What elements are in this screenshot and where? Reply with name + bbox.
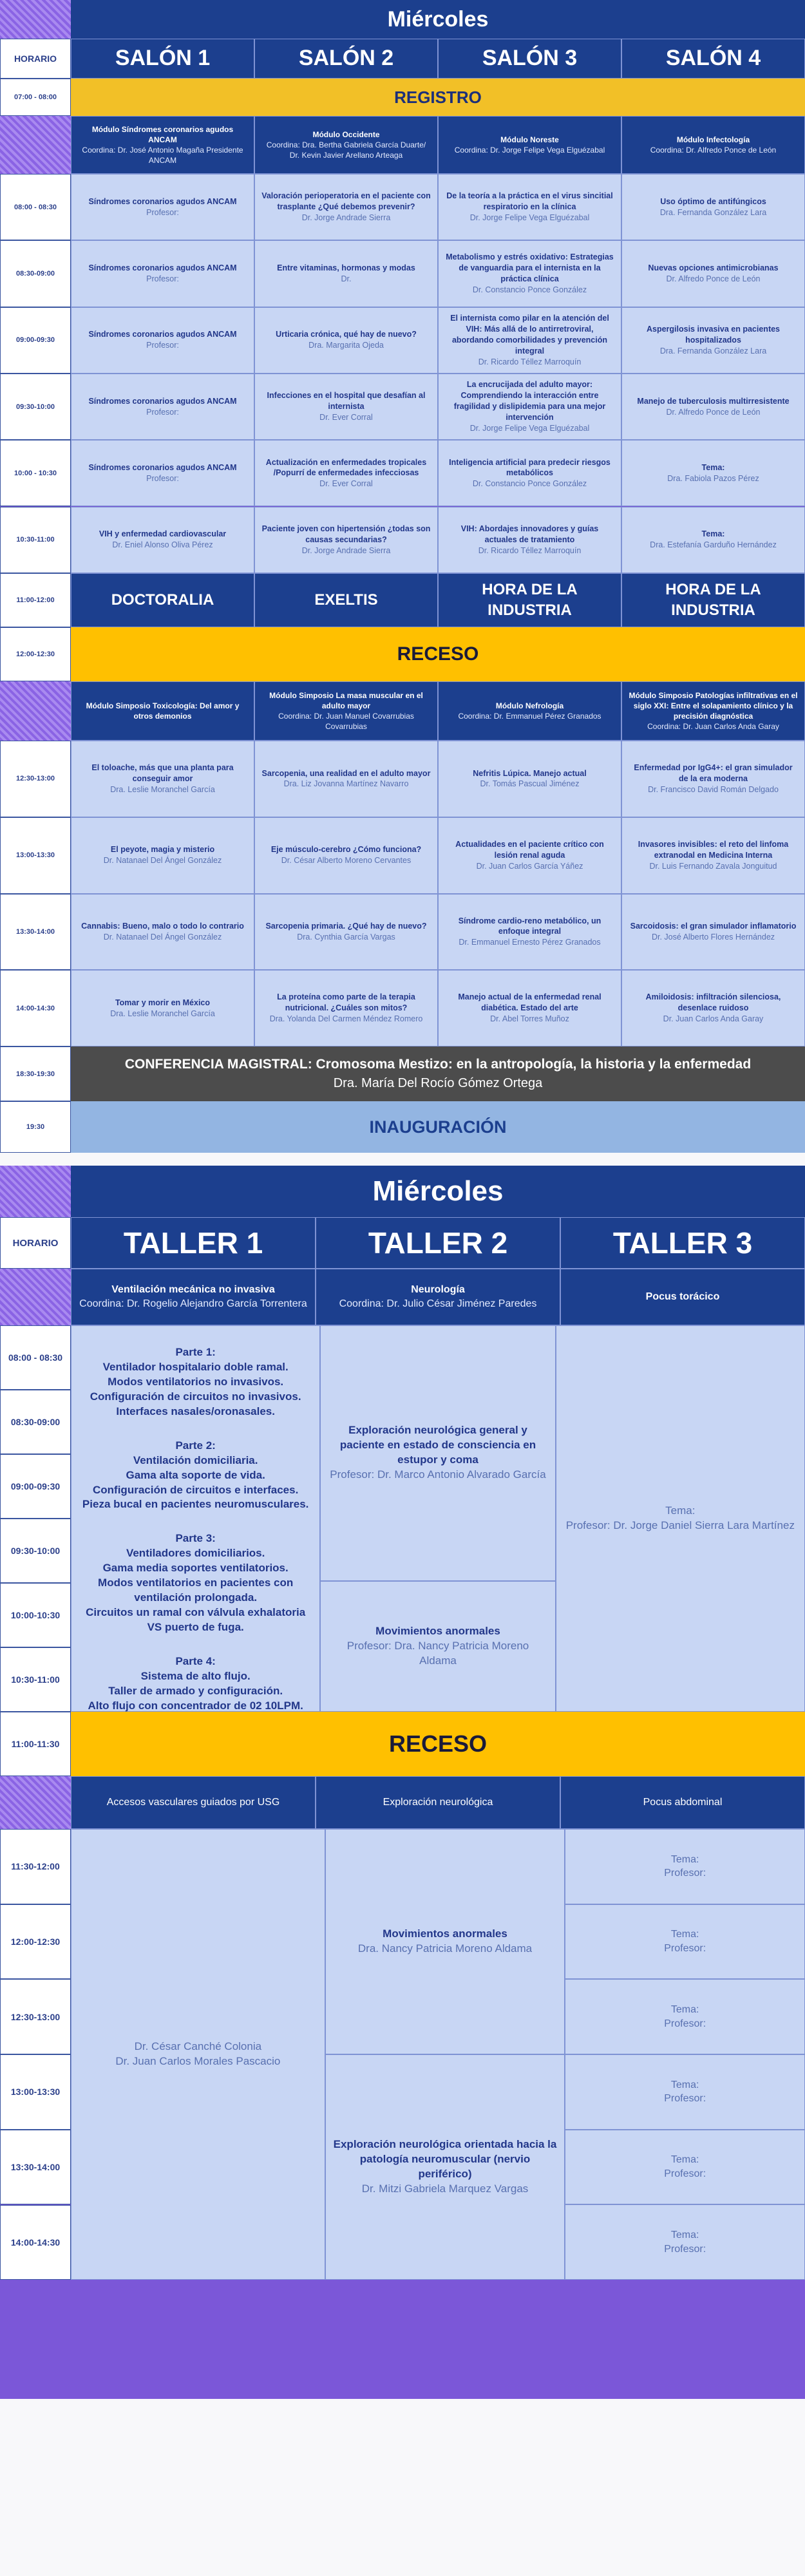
part-line: Pieza bucal en pacientes neuromusculares.	[82, 1498, 309, 1511]
session-row	[0, 174, 805, 240]
session-speaker: Dr. Mitzi Gabriela Marquez Vargas	[361, 2182, 529, 2195]
conferencia-speaker: Dra. María Del Rocío Gómez Ortega	[333, 1076, 543, 1090]
module-header-cell	[621, 681, 805, 741]
taller-block-1	[0, 1325, 805, 1712]
session-speaker: Profesor:	[146, 473, 179, 483]
conferencia-row	[0, 1046, 805, 1101]
session-title: VIH: Abordajes innovadores y guías actuales de tratamiento	[460, 524, 599, 544]
taller-3-slot	[565, 1829, 805, 1904]
session-row	[0, 741, 805, 817]
session-title: La proteína como parte de la terapia nutricional. ¿Cuáles son mitos?	[277, 992, 415, 1013]
session-title: Tema:	[665, 1504, 696, 1517]
session-title: VIH y enfermedad cardiovascular	[99, 529, 227, 539]
session-title: Tema:	[670, 2079, 699, 2090]
session-cell	[621, 894, 805, 971]
session-speaker: Dr. Ricardo Téllez Marroquín	[478, 545, 582, 555]
time-slot: 13:00-13:30	[0, 2054, 71, 2130]
time-slot: 11:30-12:00	[0, 1829, 71, 1904]
taller-3-session	[556, 1325, 805, 1712]
part-line: Configuración de circuitos no invasivos.	[90, 1390, 301, 1403]
session-cell	[621, 970, 805, 1046]
session-speaker: Dr. Ever Corral	[319, 479, 373, 489]
session-speaker: Dr. José Alberto Flores Hernández	[651, 932, 775, 942]
session-speaker: Dra. Yolanda Del Carmen Méndez Romero	[269, 1014, 423, 1024]
session-title: Síndromes coronarios agudos ANCAM	[88, 263, 237, 273]
session-title: Módulo Simposio La masa muscular en el adulto mayor	[269, 690, 423, 710]
session-title: Síndrome cardio-reno metabólico, un enfoque integral	[458, 916, 601, 936]
part-line: Sistema de alto flujo.	[140, 1669, 251, 1682]
registro-row	[0, 79, 805, 116]
receso-band: RECESO	[71, 627, 805, 681]
industry-slot: HORA DE LA INDUSTRIA	[438, 573, 621, 627]
session-speaker: Profesor: Dra. Nancy Patricia Moreno Aldama	[346, 1639, 529, 1667]
inauguracion-band: INAUGURACIÓN	[71, 1101, 805, 1153]
part-heading: Parte 3:	[175, 1532, 216, 1545]
session-cell	[438, 741, 621, 817]
industry-row	[0, 573, 805, 627]
session-speaker: Dr. Natanael Del Ángel González	[103, 856, 222, 866]
time-slot: 12:30-13:00	[0, 1979, 71, 2054]
session-cell	[438, 817, 621, 894]
industry-slot: EXELTIS	[254, 573, 438, 627]
module-row-2	[0, 681, 805, 741]
session-title: Tema:	[670, 1929, 699, 1940]
session-title: Sarcoidosis: el gran simulador inflamatorio	[630, 922, 797, 931]
taller-3-slot	[565, 1904, 805, 1980]
session-speaker: Dr. Constancio Ponce González	[472, 285, 587, 294]
session-cell	[71, 507, 254, 573]
session-speaker: Dra. Fernanda González Lara	[659, 346, 767, 355]
time-slot: 13:00-13:30	[0, 817, 71, 894]
session-title: Módulo Nefrología	[495, 701, 564, 710]
time-slot: 13:30-14:00	[0, 894, 71, 971]
part-line: Taller de armado y configuración.	[108, 1684, 283, 1697]
session-speaker: Dr. Tomás Pascual Jiménez	[480, 779, 580, 789]
session-cell	[254, 240, 438, 307]
session-speaker: Dr. Luis Fernando Zavala Jonguitud	[649, 861, 777, 871]
module-header-cell	[438, 116, 621, 174]
session-row	[0, 374, 805, 440]
session-speaker: Dr. Natanael Del Ángel González	[103, 932, 222, 942]
session-speaker: Dr. Jorge Andrade Sierra	[301, 545, 391, 555]
session-title: Actualización en enfermedades tropicales /Popurrí de enfermedades infecciosas	[265, 457, 427, 478]
session-speaker: Dr. Ricardo Téllez Marroquín	[478, 357, 582, 366]
session-speaker: Coordina: Dr. Juan Carlos Anda Garay	[647, 722, 779, 732]
day-header-row-2	[0, 1166, 805, 1217]
salon-3-header: SALÓN 3	[438, 39, 621, 79]
session-cell	[254, 307, 438, 374]
session-cell	[71, 741, 254, 817]
part-line: Alto flujo con concentrador de 02 10LPM.	[88, 1699, 303, 1712]
session-cell	[621, 240, 805, 307]
taller-block-2	[0, 1829, 805, 2280]
session-speaker: Profesor:	[664, 2093, 706, 2105]
time-slot: 12:00-12:30	[0, 627, 71, 681]
part-line: Interfaces nasales/oronasales.	[116, 1405, 275, 1417]
time-slot: 10:00 - 10:30	[0, 440, 71, 506]
session-cell	[438, 894, 621, 971]
taller-2-session	[320, 1581, 555, 1712]
taller-3-slot	[565, 2054, 805, 2130]
session-speaker: Dra. Estefanía Garduño Hernández	[650, 540, 777, 550]
taller-2-column	[320, 1325, 555, 1712]
session-cell	[254, 374, 438, 440]
session-row	[0, 240, 805, 307]
session-cell	[71, 174, 254, 240]
session-title: Nuevas opciones antimicrobianas	[648, 263, 779, 273]
corner-pattern	[0, 0, 71, 39]
session-cell	[254, 970, 438, 1046]
session-cell	[438, 174, 621, 240]
session-cell	[621, 507, 805, 573]
module-header-cell	[254, 116, 438, 174]
session-speaker: Dr. Juan Carlos García Yáñez	[476, 861, 583, 871]
taller-module: Pocus abdominal	[560, 1776, 805, 1829]
salon-header-row	[0, 39, 805, 79]
session-speaker: Dra. Leslie Moranchel García	[110, 1009, 215, 1018]
horario-label: HORARIO	[0, 39, 71, 79]
taller-module-row-2	[0, 1776, 805, 1829]
session-speaker: Dr. Juan Carlos Morales Pascacio	[115, 2055, 281, 2067]
session-speaker: Profesor:	[146, 207, 179, 217]
session-speaker: Dra. Liz Jovanna Martínez Navarro	[283, 779, 409, 789]
module-row-pattern	[0, 1776, 71, 1829]
session-cell	[71, 240, 254, 307]
session-title: Paciente joven con hipertensión ¿todas son causas secundarias?	[261, 524, 431, 544]
time-slot: 09:00-09:30	[0, 1454, 71, 1519]
session-title: Valoración perioperatoria en el paciente con trasplante ¿Qué debemos prevenir?	[261, 191, 431, 212]
horario-label-2: HORARIO	[0, 1217, 71, 1269]
session-speaker: Profesor:	[664, 1943, 706, 1954]
time-slot: 08:00 - 08:30	[0, 1325, 71, 1390]
session-title: Metabolismo y estrés oxidativo: Estrategias de vanguardia para el internista en la práctica clínica	[446, 252, 614, 283]
session-title: El internista como pilar en la atención del VIH: Más allá de lo antirretroviral, abordando comorbilidades y prevención integral	[450, 314, 609, 355]
session-title: Ventilación mecánica no invasiva	[111, 1284, 275, 1296]
taller-3-slot	[565, 2130, 805, 2205]
taller-module-row	[0, 1269, 805, 1325]
session-speaker: Coordina: Dr. Jorge Felipe Vega Elguézabal	[454, 146, 605, 155]
session-speaker: Profesor:	[664, 2243, 706, 2255]
time-slot: 09:00-09:30	[0, 307, 71, 374]
session-title: Eje músculo-cerebro ¿Cómo funciona?	[270, 845, 422, 855]
session-title: Módulo Infectología	[676, 135, 750, 144]
day-title: Miércoles	[71, 0, 805, 39]
session-title: De la teoría a la práctica en el virus sincitial respiratorio en la clínica	[446, 191, 613, 212]
taller-3-slot	[565, 2204, 805, 2280]
session-speaker: Dr. Jorge Felipe Vega Elguézabal	[469, 213, 590, 223]
session-speaker: Dr. Francisco David Román Delgado	[648, 784, 779, 794]
session-title: Enfermedad por IgG4+: el gran simulador de la era moderna	[634, 763, 793, 783]
session-row	[0, 507, 805, 573]
taller-2-session	[325, 1829, 565, 2054]
session-speaker: Profesor: Dr. Jorge Daniel Sierra Lara Martínez	[565, 1519, 795, 1531]
session-speaker: Dr. Alfredo Ponce de León	[666, 407, 761, 417]
part-line: Modos ventilatorios en pacientes con ventilación prolongada.	[98, 1577, 294, 1604]
session-speaker: Dr. César Alberto Moreno Cervantes	[281, 856, 412, 866]
session-title: Tomar y morir en México	[115, 998, 211, 1007]
taller-2-column	[325, 1829, 565, 2280]
part-line: Modos ventilatorios no invasivos.	[108, 1375, 284, 1388]
day-title-2: Miércoles	[71, 1166, 805, 1217]
session-speaker: Dra. Cynthia García Vargas	[297, 932, 395, 942]
session-cell	[438, 374, 621, 440]
time-slot: 08:30-09:00	[0, 240, 71, 307]
session-row	[0, 817, 805, 894]
session-speaker: Dr. Eniel Alonso Oliva Pérez	[112, 540, 213, 550]
receso-row-2	[0, 1712, 805, 1776]
taller-1-header: TALLER 1	[71, 1217, 316, 1269]
taller-1-content	[71, 1325, 320, 1712]
time-slot: 12:30-13:00	[0, 741, 71, 817]
session-speaker: Dr. Ever Corral	[319, 412, 373, 422]
session-speaker: Dr. Alfredo Ponce de León	[666, 274, 761, 283]
session-title: Tema:	[670, 2154, 699, 2166]
industry-slot: HORA DE LA INDUSTRIA	[621, 573, 805, 627]
time-slot: 08:00 - 08:30	[0, 174, 71, 240]
session-title: Sarcopenia, una realidad en el adulto mayor	[261, 768, 431, 778]
session-title: Cannabis: Bueno, malo o todo lo contrario	[81, 922, 244, 931]
module-header-cell	[71, 681, 254, 741]
session-speaker: Dr. César Canché Colonia	[134, 2040, 262, 2053]
session-title: Síndromes coronarios agudos ANCAM	[88, 462, 237, 472]
session-speaker: Profesor:	[664, 1868, 706, 1879]
session-title: Módulo Síndromes coronarios agudos ANCAM	[91, 124, 234, 144]
session-title: Manejo actual de la enfermedad renal diabética. Estado del arte	[458, 992, 601, 1013]
module-header-cell	[71, 116, 254, 174]
part-line: Ventilación domiciliaria.	[133, 1454, 258, 1466]
session-speaker: Dra. Fernanda González Lara	[659, 207, 767, 217]
registro-band: REGISTRO	[71, 79, 805, 116]
taller-2-session	[325, 2054, 565, 2280]
session-cell	[254, 507, 438, 573]
time-slot: 14:00-14:30	[0, 2205, 71, 2280]
part-heading: Parte 4:	[175, 1654, 216, 1667]
session-speaker: Profesor:	[664, 2168, 706, 2180]
session-title: Invasores invisibles: el reto del linfoma extranodal en Medicina Interna	[638, 839, 789, 860]
module-header-cell	[254, 681, 438, 741]
receso-row	[0, 627, 805, 681]
session-title: Síndromes coronarios agudos ANCAM	[88, 396, 237, 406]
session-row	[0, 970, 805, 1046]
conferencia-title: CONFERENCIA MAGISTRAL: Cromosoma Mestizo: en la antropología, la historia y la enfermedad	[124, 1057, 752, 1072]
session-cell	[621, 741, 805, 817]
taller-module-cell	[71, 1269, 316, 1325]
session-title: Nefritis Lúpica. Manejo actual	[473, 768, 587, 778]
part-line: Ventiladores domiciliarios.	[126, 1547, 265, 1560]
taller-module-cell	[560, 1269, 805, 1325]
time-slot: 09:30-10:00	[0, 1519, 71, 1583]
session-speaker: Profesor:	[664, 2018, 706, 2029]
session-cell	[438, 240, 621, 307]
time-slot: 11:00-11:30	[0, 1712, 71, 1776]
session-title: Infecciones en el hospital que desafían al internista	[267, 391, 426, 412]
session-cell	[71, 970, 254, 1046]
taller-header-row	[0, 1217, 805, 1269]
session-title: Pocus torácico	[645, 1291, 720, 1303]
schedule-salones	[0, 0, 805, 1153]
conferencia-band	[71, 1046, 805, 1101]
session-title: Sarcopenia primaria. ¿Qué hay de nuevo?	[265, 922, 427, 931]
part-heading: Parte 2:	[175, 1439, 216, 1452]
session-cell	[254, 440, 438, 506]
session-row	[0, 894, 805, 971]
session-cell	[621, 374, 805, 440]
session-cell	[71, 440, 254, 506]
session-title: El toloache, más que una planta para conseguir amor	[91, 763, 234, 783]
module-row	[0, 116, 805, 174]
taller-module: Accesos vasculares guiados por USG	[71, 1776, 316, 1829]
session-title: Tema:	[670, 2230, 699, 2241]
session-cell	[621, 174, 805, 240]
module-row-pattern	[0, 681, 71, 741]
time-slot: 11:00-12:00	[0, 573, 71, 627]
session-speaker: Coordina: Dr. Emmanuel Pérez Granados	[458, 712, 601, 721]
taller-2-session	[320, 1325, 555, 1581]
session-speaker: Dr. Constancio Ponce González	[472, 479, 587, 489]
part-line: Configuración de circuitos e interfaces.	[93, 1483, 299, 1496]
session-row	[0, 440, 805, 506]
time-slot: 13:30-14:00	[0, 2130, 71, 2205]
taller-3-header: TALLER 3	[560, 1217, 805, 1269]
time-slot: 14:00-14:30	[0, 970, 71, 1046]
time-slot: 07:00 - 08:00	[0, 79, 71, 116]
module-row-pattern	[0, 116, 71, 174]
session-speaker: Dra. Fabiola Pazos Pérez	[667, 473, 759, 483]
session-speaker: Coordina: Dra. Bertha Gabriela García Duarte/ Dr. Kevin Javier Arellano Arteaga	[266, 140, 426, 160]
session-title: Uso óptimo de antifúngicos	[660, 196, 766, 206]
taller-1-session	[71, 1829, 325, 2280]
taller-module-cell	[316, 1269, 560, 1325]
session-title: La encrucijada del adulto mayor: Comprendiendo la interacción entre fragilidad y dislipidemia para una mejor intervención	[453, 380, 606, 422]
session-row	[0, 307, 805, 374]
time-slot: 09:30-10:00	[0, 374, 71, 440]
session-cell	[254, 817, 438, 894]
taller-3-column	[565, 1829, 805, 2280]
salon-4-header: SALÓN 4	[621, 39, 805, 79]
session-cell	[621, 817, 805, 894]
session-title: Exploración neurológica orientada hacia la patología neuromuscular (nervio periférico)	[333, 2138, 557, 2180]
session-cell	[254, 741, 438, 817]
session-title: Tema:	[670, 1853, 699, 1865]
time-slot: 18:30-19:30	[0, 1046, 71, 1101]
module-header-cell	[621, 116, 805, 174]
time-slot: 12:00-12:30	[0, 1904, 71, 1980]
session-speaker: Dr. Abel Torres Muñoz	[490, 1014, 569, 1024]
session-speaker: Profesor:	[146, 274, 179, 283]
session-title: El peyote, magia y misterio	[110, 845, 215, 855]
taller-2-header: TALLER 2	[316, 1217, 560, 1269]
session-cell	[438, 970, 621, 1046]
session-speaker: Coordina: Dr. Rogelio Alejandro García Torrentera	[79, 1298, 307, 1309]
part-line: Gama media soportes ventilatorios.	[102, 1562, 289, 1575]
schedule-talleres	[0, 1166, 805, 2399]
module-row-pattern	[0, 1269, 71, 1325]
salon-2-header: SALÓN 2	[254, 39, 438, 79]
session-speaker: Profesor:	[146, 341, 179, 350]
time-slot: 10:30-11:00	[0, 507, 71, 573]
session-title: Manejo de tuberculosis multirresistente	[637, 396, 790, 406]
session-title: Tema:	[701, 529, 725, 539]
salon-1-header: SALÓN 1	[71, 39, 254, 79]
time-slot: 19:30	[0, 1101, 71, 1153]
session-title: Movimientos anormales	[375, 1624, 500, 1637]
session-cell	[71, 817, 254, 894]
session-speaker: Coordina: Dr. José Antonio Magaña Presidente ANCAM	[82, 146, 243, 166]
day-header-row	[0, 0, 805, 39]
session-cell	[254, 894, 438, 971]
session-cell	[438, 307, 621, 374]
part-heading: Parte 1:	[175, 1346, 216, 1358]
session-title: Neurología	[411, 1284, 465, 1296]
session-title: Actualidades en el paciente crítico con lesión renal aguda	[455, 839, 604, 860]
session-cell	[254, 174, 438, 240]
session-cell	[621, 440, 805, 506]
session-title: Módulo Noreste	[500, 135, 559, 144]
session-speaker: Dr. Jorge Felipe Vega Elguézabal	[469, 423, 590, 433]
session-title: Aspergilosis invasiva en pacientes hospitalizados	[646, 324, 781, 345]
session-title: Exploración neurológica general y paciente en estado de consciencia en estupor y coma	[339, 1424, 536, 1466]
session-title: Módulo Occidente	[312, 129, 380, 139]
session-title: Tema:	[670, 2004, 699, 2016]
session-speaker: Coordina: Dr. Alfredo Ponce de León	[650, 146, 777, 155]
session-speaker: Dr.	[341, 274, 352, 283]
session-title: Módulo Simposio Patologías infiltrativas en el siglo XXI: Entre el solapamiento clínico y la precisión diagnóstica	[629, 690, 798, 721]
session-title: Tema:	[701, 462, 725, 472]
session-speaker: Dr. Jorge Andrade Sierra	[301, 213, 391, 223]
session-title: Módulo Simposio Toxicología: Del amor y otros demonios	[86, 701, 240, 721]
time-slot: 10:30-11:00	[0, 1647, 71, 1712]
inauguracion-row	[0, 1101, 805, 1153]
session-title: Síndromes coronarios agudos ANCAM	[88, 330, 237, 339]
session-title: Síndromes coronarios agudos ANCAM	[88, 196, 237, 206]
taller-module: Exploración neurológica	[316, 1776, 560, 1829]
session-cell	[438, 507, 621, 573]
part-line: Circuitos un ramal con válvula exhalatoria VS puerto de fuga.	[86, 1606, 306, 1633]
part-line: Gama alta soporte de vida.	[126, 1468, 265, 1481]
part-line: Ventilador hospitalario doble ramal.	[102, 1360, 289, 1373]
receso-band-2: RECESO	[71, 1712, 805, 1776]
session-cell	[71, 307, 254, 374]
session-speaker: Dra. Nancy Patricia Moreno Aldama	[357, 1942, 533, 1955]
session-speaker: Dra. Leslie Moranchel García	[110, 784, 215, 794]
session-speaker: Dra. Margarita Ojeda	[308, 341, 384, 350]
time-slot: 10:00-10:30	[0, 1583, 71, 1647]
session-title: Urticaria crónica, qué hay de nuevo?	[276, 330, 417, 339]
session-speaker: Dr. Emmanuel Ernesto Pérez Granados	[459, 938, 601, 947]
session-speaker: Profesor: Dr. Marco Antonio Alvarado García	[330, 1468, 546, 1481]
taller-3-slot	[565, 1979, 805, 2054]
module-header-cell	[438, 681, 621, 741]
session-speaker: Coordina: Dr. Julio César Jiménez Paredes	[339, 1298, 537, 1309]
session-title: Inteligencia artificial para predecir riesgos metabólicos	[449, 457, 611, 478]
industry-slot: DOCTORALIA	[71, 573, 254, 627]
session-title: Movimientos anormales	[383, 1927, 507, 1940]
session-speaker: Coordina: Dr. Juan Manuel Covarrubias Covarrubias	[278, 712, 414, 732]
session-cell	[71, 894, 254, 971]
corner-pattern	[0, 1166, 71, 1217]
session-title: Entre vitaminas, hormonas y modas	[277, 263, 415, 273]
session-cell	[621, 307, 805, 374]
session-cell	[71, 374, 254, 440]
session-title: Amiloidosis: infiltración silenciosa, desenlace ruidoso	[645, 992, 781, 1013]
session-speaker: Dr. Juan Carlos Anda Garay	[663, 1014, 764, 1024]
session-cell	[438, 440, 621, 506]
session-speaker: Profesor:	[146, 407, 179, 417]
time-slot: 08:30-09:00	[0, 1390, 71, 1454]
